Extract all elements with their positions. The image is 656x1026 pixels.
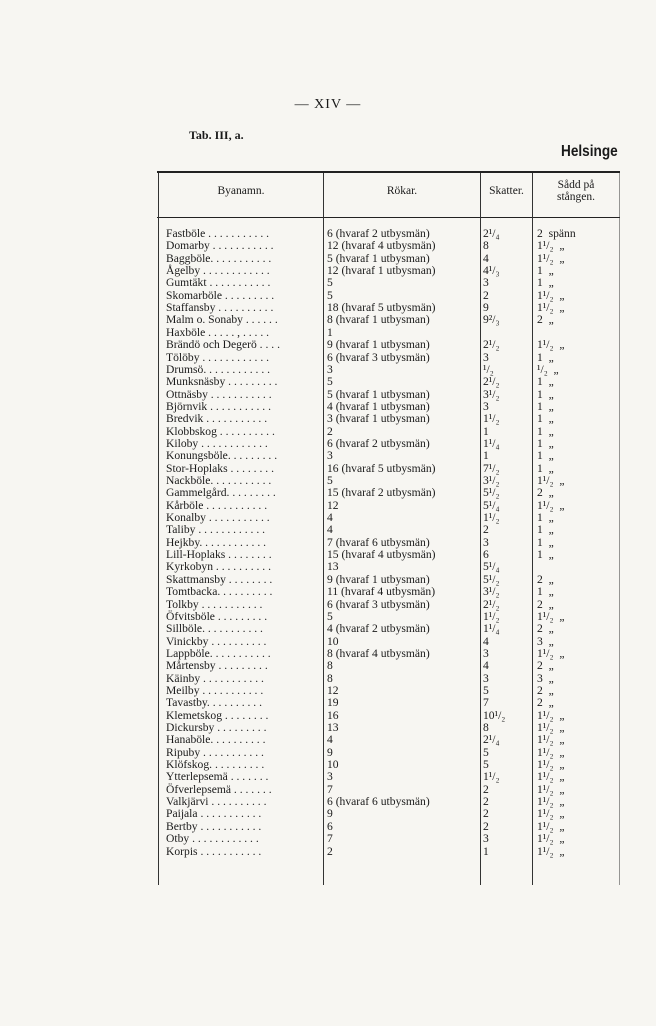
taxes-value: 2: [483, 288, 489, 302]
column-divider: [532, 173, 533, 885]
taxes-value: 1¹/₄: [483, 436, 500, 450]
taxes-value: 5: [483, 745, 489, 759]
taxes-value: 5¹/₄: [483, 560, 500, 574]
village-name: Klemetskog . . . . . . . .: [166, 708, 269, 722]
smokes-value: 2: [327, 844, 333, 858]
taxes-value: 8: [483, 239, 489, 253]
taxes-value: 3: [483, 646, 489, 660]
sown-value: 1¹/₂ „: [537, 782, 565, 796]
village-name: Mårtensby . . . . . . . . .: [166, 659, 268, 673]
taxes-value: 2¹/₄: [483, 227, 500, 240]
region-title: Helsinge: [561, 143, 618, 160]
sown-value: 2 „: [537, 486, 554, 500]
smokes-value: 9 (hvaraf 1 utbysman): [327, 572, 430, 586]
sown-value: 1 „: [537, 511, 554, 525]
sown-value: 2 „: [537, 659, 554, 673]
village-name: Valkjärvi . . . . . . . . . .: [166, 795, 267, 809]
village-name: Gumtäkt . . . . . . . . . . .: [166, 276, 271, 290]
village-name: Konalby . . . . . . . . . . .: [166, 511, 270, 525]
village-name: Lill-Hoplaks . . . . . . . .: [166, 548, 272, 562]
taxes-value: 5¹/₂: [483, 572, 500, 586]
village-name: Klöfskog. . . . . . . . . .: [166, 758, 265, 772]
village-name: Paijala . . . . . . . . . . .: [166, 807, 262, 821]
header-smokes: Rökar.: [386, 185, 418, 197]
smokes-value: 4 (hvaraf 1 utbysman): [327, 399, 430, 413]
taxes-value: 1¹/₂: [483, 770, 500, 784]
taxes-value: 10¹/₂: [483, 708, 506, 722]
village-name: Stor-Hoplaks . . . . . . . .: [166, 461, 274, 475]
smokes-value: 18 (hvaraf 5 utbysmän): [327, 301, 436, 315]
village-name: Bredvik . . . . . . . . . . .: [166, 412, 268, 426]
smokes-value: 4: [327, 511, 333, 525]
taxes-value: 2¹/₂: [483, 597, 500, 611]
village-name: Munksnäsby . . . . . . . . .: [166, 375, 278, 389]
sown-value: 1¹/₂ „: [537, 758, 565, 772]
sown-value: 1¹/₂ „: [537, 733, 565, 747]
smokes-value: 8: [327, 659, 333, 673]
smokes-value: 1: [327, 325, 333, 339]
sown-value: 1¹/₂ „: [537, 708, 565, 722]
taxes-value: 2¹/₂: [483, 338, 500, 352]
village-name: Skomarböle . . . . . . . . .: [166, 288, 275, 302]
sown-value: 1¹/₂ „: [537, 646, 565, 660]
village-name: Björnvik . . . . . . . . . . .: [166, 399, 271, 413]
sown-value: 1¹/₂ „: [537, 288, 565, 302]
village-name: Ripuby . . . . . . . . . . .: [166, 745, 264, 759]
column-divider: [323, 173, 324, 885]
taxes-value: 3¹/₂: [483, 474, 500, 487]
village-name: Konungsböle. . . . . . . . .: [166, 449, 278, 463]
taxes-value: 1: [483, 424, 489, 438]
sown-value: 3 „: [537, 634, 554, 648]
sown-value: 1¹/₂ „: [537, 819, 565, 833]
header-sown-line1: Sådd på: [557, 179, 595, 191]
sown-value: 1 „: [537, 276, 554, 290]
sown-value: 1¹/₂ „: [537, 721, 565, 734]
smokes-value: 4: [327, 523, 333, 537]
taxes-value: 2¹/₄: [483, 733, 500, 747]
smokes-value: 7: [327, 782, 333, 796]
sown-value: 1¹/₂ „: [537, 807, 565, 821]
village-name: Tolkby . . . . . . . . . . .: [166, 597, 263, 611]
sown-value: 2 spänn: [537, 227, 576, 240]
taxes-value: 2: [483, 523, 489, 537]
smokes-value: 3 (hvaraf 1 utbysman): [327, 412, 430, 426]
village-name: Öfvitsböle . . . . . . . . .: [166, 609, 268, 623]
taxes-value: 2: [483, 782, 489, 796]
smokes-value: 6: [327, 819, 333, 833]
header-village: Byanamn.: [217, 185, 265, 197]
sown-value: 1 „: [537, 585, 554, 599]
village-name: Kyrkobyn . . . . . . . . . .: [166, 560, 271, 574]
taxes-value: 1¹/₂: [483, 609, 500, 623]
smokes-value: 3: [327, 770, 333, 784]
smokes-value: 5: [327, 609, 333, 623]
taxes-value: 4: [483, 634, 489, 648]
taxes-value: 5¹/₂: [483, 486, 500, 500]
column-divider: [619, 173, 620, 885]
taxes-value: 7: [483, 696, 489, 710]
smokes-value: 12: [327, 683, 339, 697]
taxes-value: 3: [483, 535, 489, 549]
smokes-value: 8 (hvaraf 1 utbysman): [327, 313, 430, 327]
smokes-value: 7: [327, 832, 333, 846]
village-name: Fastböle . . . . . . . . . . .: [166, 227, 270, 240]
sown-value: 1 „: [537, 424, 554, 438]
smokes-value: 12 (hvaraf 4 utbysmän): [327, 239, 436, 253]
village-name: Baggböle. . . . . . . . . . .: [166, 251, 272, 265]
sown-value: 1¹/₂ „: [537, 745, 565, 759]
sown-value: 1 „: [537, 461, 554, 475]
village-name: Malm o. Sonaby . . . . . .: [166, 313, 278, 327]
taxes-value: 4: [483, 251, 489, 265]
village-name: Öfverlepsemä . . . . . . .: [166, 782, 272, 796]
smokes-value: 6 (hvaraf 2 utbysmän): [327, 436, 430, 450]
smokes-value: 11 (hvaraf 4 utbysmän): [327, 585, 436, 599]
smokes-value: 7 (hvaraf 6 utbysmän): [327, 535, 430, 549]
sown-value: 2 „: [537, 696, 554, 710]
smokes-value: 19: [327, 696, 339, 710]
sown-value: 1¹/₂ „: [537, 609, 565, 623]
taxes-value: 1¹/₄: [483, 622, 500, 636]
village-name: Käinby . . . . . . . . . . .: [166, 671, 264, 685]
sown-value: 1 „: [537, 449, 554, 463]
smokes-value: 5: [327, 474, 333, 487]
page-number: — XIV —: [294, 97, 362, 112]
village-name: Klobbskog . . . . . . . . . .: [166, 424, 275, 438]
sown-value: 1¹/₂ „: [537, 239, 565, 253]
sown-value: 1¹/₂ „: [537, 832, 565, 846]
smokes-value: 9: [327, 745, 333, 759]
sown-value: 1¹/₂ „: [537, 498, 565, 512]
taxes-value: 1: [483, 844, 489, 858]
smokes-value: 15 (hvaraf 4 utbysmän): [327, 548, 436, 562]
header-sown-line2: stången.: [556, 191, 595, 203]
taxes-value: 6: [483, 548, 489, 562]
taxes-value: 7¹/₂: [483, 461, 500, 475]
village-name: Ågelby . . . . . . . . . . . .: [166, 264, 270, 278]
village-name: Vinickby . . . . . . . . . .: [166, 634, 267, 648]
sown-value: 1 „: [537, 375, 554, 389]
sown-value: 1 „: [537, 264, 554, 278]
sown-value: 2 „: [537, 683, 554, 697]
village-name: Sillböle. . . . . . . . . . .: [166, 622, 263, 636]
smokes-value: 9 (hvaraf 1 utbysman): [327, 338, 430, 352]
taxes-value: 9: [483, 301, 489, 315]
taxes-value: ¹/₂: [483, 362, 494, 376]
taxes-value: 4: [483, 659, 489, 673]
village-name: Ytterlepsemä . . . . . . .: [166, 770, 269, 784]
header-sown: [533, 179, 619, 203]
smokes-value: 9: [327, 807, 333, 821]
taxes-value: 2: [483, 795, 489, 809]
village-name: Domarby . . . . . . . . . . .: [166, 239, 274, 253]
sown-value: 2 „: [537, 572, 554, 586]
village-name: Tomtbacka. . . . . . . . . .: [166, 585, 273, 599]
smokes-value: 13: [327, 560, 339, 574]
taxes-value: 3: [483, 671, 489, 685]
smokes-value: 6 (hvaraf 6 utbysmän): [327, 795, 430, 809]
village-name: Brändö och Degerö . . . .: [166, 338, 280, 352]
sown-value: 1 „: [537, 387, 554, 401]
sown-value: 1¹/₂ „: [537, 301, 565, 315]
header-taxes: Skatter.: [489, 185, 524, 197]
village-name: Lappböle. . . . . . . . . . .: [166, 646, 271, 660]
sown-value: 3 „: [537, 671, 554, 685]
sown-value: 1¹/₂ „: [537, 251, 565, 265]
sown-value: 1¹/₂ „: [537, 474, 565, 487]
sown-value: 2 „: [537, 622, 554, 636]
village-name: Staffansby . . . . . . . . . .: [166, 301, 274, 315]
village-name: Tölöby . . . . . . . . . . . .: [166, 350, 270, 364]
village-name: Dickursby . . . . . . . . .: [166, 721, 267, 734]
taxes-value: 2¹/₂: [483, 375, 500, 389]
taxes-value: 3: [483, 832, 489, 846]
column-divider: [480, 173, 481, 885]
column-divider: [158, 173, 159, 885]
smokes-value: 16: [327, 708, 339, 722]
smokes-value: 4 (hvaraf 2 utbysmän): [327, 622, 430, 636]
smokes-value: 10: [327, 758, 339, 772]
taxes-value: 3¹/₂: [483, 387, 500, 401]
taxes-value: 1¹/₂: [483, 412, 500, 426]
smokes-value: 8 (hvaraf 4 utbysmän): [327, 646, 430, 660]
smokes-value: 3: [327, 362, 333, 376]
smokes-value: 10: [327, 634, 339, 648]
taxes-value: 4¹/₃: [483, 264, 500, 278]
sown-value: 1 „: [537, 436, 554, 450]
sown-value: 2 „: [537, 313, 554, 327]
sown-value: 1 „: [537, 523, 554, 537]
taxes-value: 3: [483, 399, 489, 413]
taxes-value: 3¹/₂: [483, 585, 500, 599]
table-label: Tab. III, a.: [189, 128, 244, 142]
sown-value: 1¹/₂ „: [537, 795, 565, 809]
village-name: Hanaböle. . . . . . . . . .: [166, 733, 266, 747]
taxes-value: 5: [483, 758, 489, 772]
smokes-value: 8: [327, 671, 333, 685]
taxes-value: 3: [483, 350, 489, 364]
sown-value: 1 „: [537, 412, 554, 426]
smokes-value: 16 (hvaraf 5 utbysmän): [327, 461, 436, 475]
sown-value: ¹/₂ „: [537, 362, 559, 376]
village-name: Skattmansby . . . . . . . .: [166, 572, 273, 586]
village-name: Korpis . . . . . . . . . . .: [166, 844, 262, 858]
taxes-value: 2: [483, 819, 489, 833]
taxes-value: 3: [483, 276, 489, 290]
village-name: Bertby . . . . . . . . . . .: [166, 819, 262, 833]
village-name: Kårböle . . . . . . . . . . .: [166, 498, 268, 512]
taxes-value: 9²/₃: [483, 313, 500, 327]
smokes-value: 6 (hvaraf 3 utbysmän): [327, 597, 430, 611]
village-name: Kiloby . . . . . . . . . . . .: [166, 436, 268, 450]
smokes-value: 5: [327, 276, 333, 290]
village-name: Hejkby. . . . . . . . . . . .: [166, 535, 267, 549]
smokes-value: 6 (hvaraf 2 utbysmän): [327, 227, 430, 240]
smokes-value: 5 (hvaraf 1 utbysman): [327, 251, 430, 265]
village-name: Otby . . . . . . . . . . . .: [166, 832, 259, 846]
taxes-value: 8: [483, 721, 489, 734]
sown-value: 1¹/₂ „: [537, 338, 565, 352]
village-name: Gammelgård. . . . . . . . .: [166, 486, 276, 500]
village-name: Taliby . . . . . . . . . . . .: [166, 523, 266, 537]
smokes-value: 4: [327, 733, 333, 747]
smokes-value: 12: [327, 498, 339, 512]
village-name: Drumsö. . . . . . . . . . . .: [166, 362, 271, 376]
smokes-value: 12 (hvaraf 1 utbysman): [327, 264, 436, 278]
sown-value: 1 „: [537, 399, 554, 413]
header-bottom-rule: [157, 217, 620, 218]
village-name: Haxböle . . . . . , . . . . .: [166, 325, 270, 339]
sown-value: 1 „: [537, 535, 554, 549]
smokes-value: 5 (hvaraf 1 utbysman): [327, 387, 430, 401]
smokes-value: 15 (hvaraf 2 utbysmän): [327, 486, 436, 500]
village-name: Ottnäsby . . . . . . . . . . .: [166, 387, 272, 401]
table-top-rule: [157, 171, 620, 173]
smokes-value: 5: [327, 375, 333, 389]
village-name: Tavastby. . . . . . . . . .: [166, 696, 263, 710]
sown-value: 2 „: [537, 597, 554, 611]
smokes-value: 2: [327, 424, 333, 438]
taxes-value: 5: [483, 683, 489, 697]
smokes-value: 13: [327, 721, 339, 734]
smokes-value: 5: [327, 288, 333, 302]
taxes-value: 1: [483, 449, 489, 463]
taxes-value: 5¹/₄: [483, 498, 500, 512]
smokes-value: 6 (hvaraf 3 utbysmän): [327, 350, 430, 364]
smokes-value: 3: [327, 449, 333, 463]
sown-value: 1¹/₂ „: [537, 770, 565, 784]
village-name: Nackböle. . . . . . . . . . .: [166, 474, 272, 487]
taxes-value: 1¹/₂: [483, 511, 500, 525]
sown-value: 1¹/₂ „: [537, 844, 565, 858]
sown-value: 1 „: [537, 548, 554, 562]
taxes-value: 2: [483, 807, 489, 821]
village-name: Meilby . . . . . . . . . . .: [166, 683, 264, 697]
sown-value: 1 „: [537, 350, 554, 364]
